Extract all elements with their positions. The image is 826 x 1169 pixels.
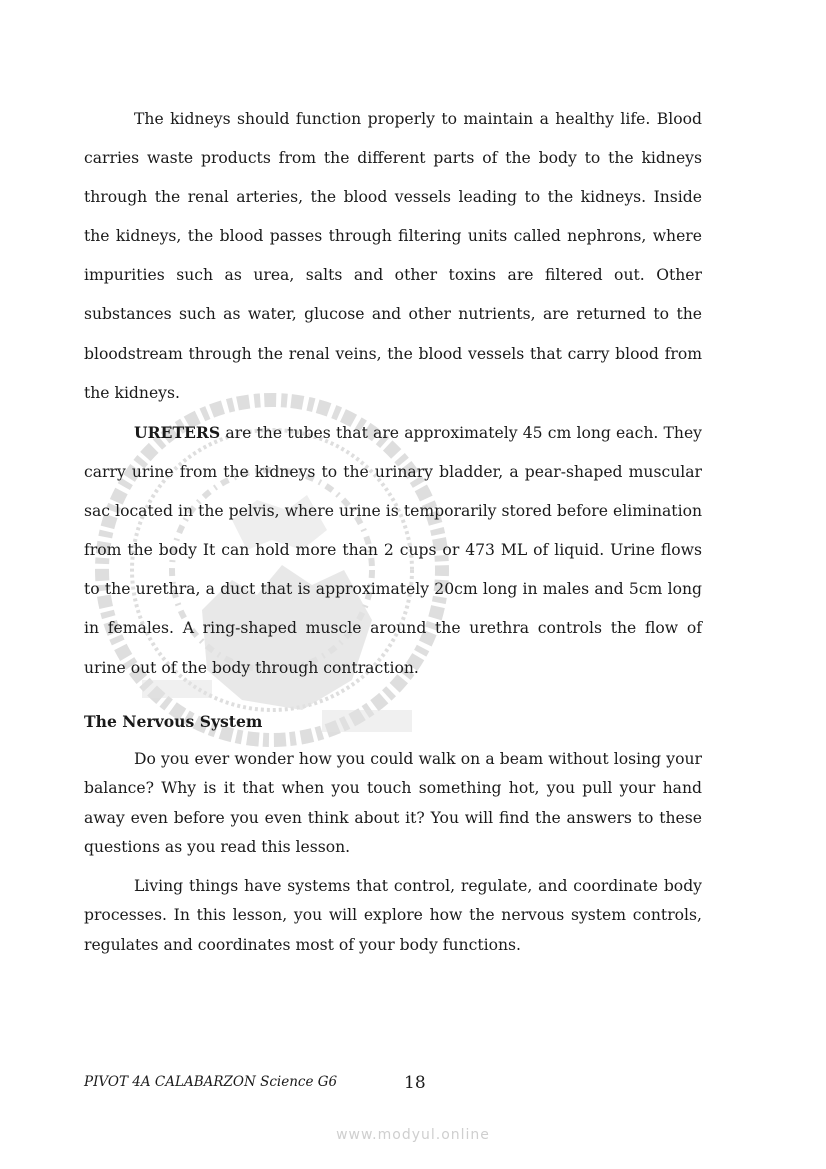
paragraph-kidneys: The kidneys should function properly to maintain a healthy life. Blood carries waste products from the different parts of the body to the kidneys through the renal arteries, the blood vessels leading to the kidneys. Inside the kidneys, the blood passes through filtering units called nephrons, where impurities such as urea, salts and other toxins are filtered out. Other substances such as water, glucose and other nutrients, are returned to the bloodstream through the renal veins, the blood vessels that carry blood from the kidneys.	[84, 110, 702, 402]
paragraph-nervous-intro: Do you ever wonder how you could walk on a beam without losing your balance? Why is it that when you touch something hot, you pull your hand away even before you even think about it? You will find the answers to these questions as you read this lesson.	[84, 750, 702, 856]
term-ureters: URETERS	[134, 423, 221, 442]
section-heading-nervous-system: The Nervous System	[84, 712, 263, 731]
paragraph-nervous-systems: Living things have systems that control, regulate, and coordinate body processes. In this lesson, you will explore how the nervous system controls, regulates and coordinates most of your body functions.	[84, 877, 702, 954]
footer-source: PIVOT 4A CALABARZON Science G6	[84, 1074, 338, 1090]
paragraph-ureters	[84, 413, 702, 688]
paragraph-ureters-text: are the tubes that are approximately 45 cm long each. They carry urine from the kidneys to the urinary bladder, a pear-shaped muscular sac located in the pelvis, where urine is temporarily stored before elimination from the body It can hold more than 2 cups or 473 ML of liquid. Urine flows to the urethra, a duct that is approximately 20cm long in males and 5cm long in females. A ring-shaped muscle around the urethra controls the flow of urine out of the body through contraction.	[84, 424, 702, 677]
page-number: 18	[404, 1073, 426, 1093]
site-watermark: www.modyul.online	[336, 1127, 490, 1143]
